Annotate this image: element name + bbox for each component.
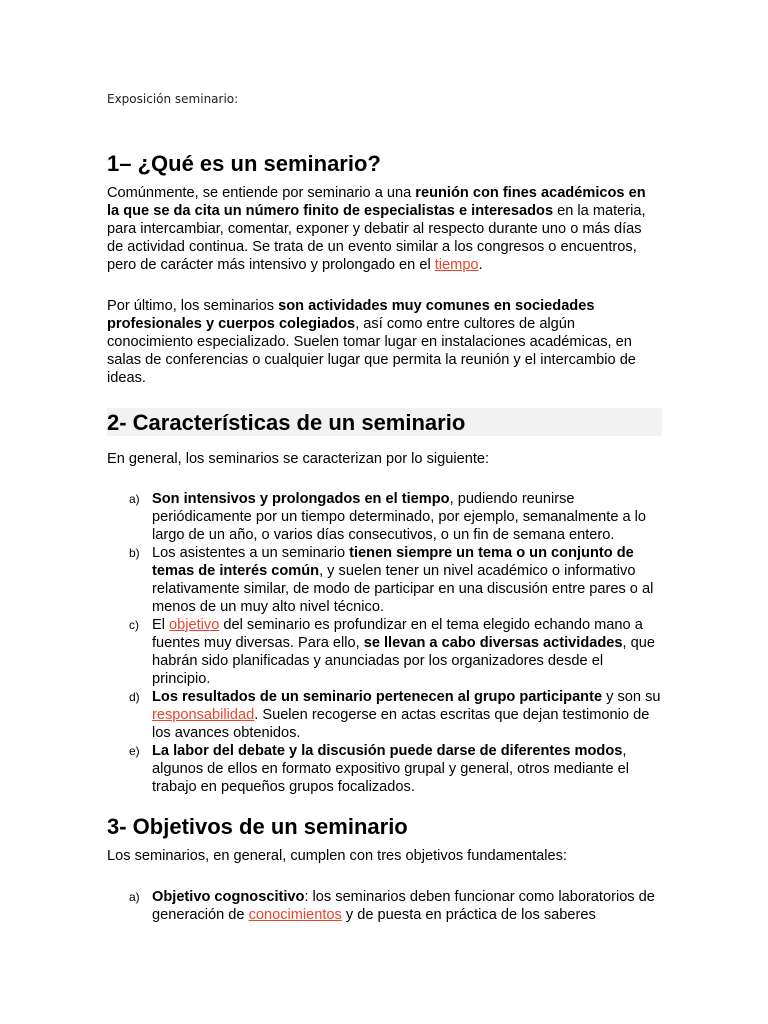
bold-text: Objetivo cognoscitivo (152, 889, 305, 905)
list-item (107, 544, 662, 616)
text: y de puesta en práctica de los saberes (341, 907, 596, 923)
bold-text: La labor del debate y la discusión puede darse de diferentes modos (152, 743, 623, 759)
section-3-intro: Los seminarios, en general, cumplen con tres objetivos fundamentales: (107, 848, 567, 864)
bold-text: tienen siempre un tema o un conjunto de temas de interés común (152, 545, 634, 579)
section-1-heading: 1– ¿Qué es un seminario? (107, 151, 381, 176)
section-1-paragraph-2 (107, 297, 660, 387)
text: Comúnmente, se entiende por seminario a una (107, 185, 416, 201)
list-item (107, 616, 662, 688)
characteristics-list (107, 490, 662, 796)
text: , así como entre cultores de algún conocimiento especializado. Suelen tomar lugar en instalaciones académicas, en salas de conferencias o cualquier lugar que permita la reunión y el intercambio de ideas. (107, 316, 636, 386)
list-item (107, 490, 662, 544)
bold-text: son actividades muy comunes en sociedades profesionales y cuerpos colegiados (107, 298, 595, 332)
objectives-list (107, 888, 662, 924)
section-2-intro: En general, los seminarios se caracterizan por lo siguiente: (107, 451, 490, 467)
text: en la materia, para intercambiar, comentar, exponer y debatir al respecto durante uno o más días de actividad continua. Se trata de un evento similar a los congresos o encuentros, pero de carácter más intensivo y prolongado en el (107, 203, 646, 273)
section-2-heading: 2- Características de un seminario (107, 410, 466, 435)
bold-text: reunión con fines académicos en la que se da cita un número finito de especialistas e interesados (107, 185, 646, 219)
list-marker: a) (129, 492, 140, 506)
bold-text: Los resultados de un seminario pertenecen al grupo participante (152, 689, 603, 705)
text: Los asistentes a un seminario (152, 545, 350, 561)
link-objetivo[interactable]: objetivo (169, 617, 220, 633)
list-item (107, 888, 662, 924)
text: . Suelen recogerse en actas escritas que dejan testimonio de los avances obtenidos. (152, 707, 650, 741)
list-item (107, 688, 662, 742)
list-marker: d) (129, 690, 140, 704)
link-tiempo[interactable]: tiempo (434, 257, 479, 273)
list-marker: e) (129, 744, 140, 758)
text: El (152, 617, 170, 633)
text: . (478, 257, 483, 273)
list-marker: b) (129, 546, 140, 560)
text: del seminario es profundizar en el tema elegido echando mano a fuentes muy diversas. Para ello, (152, 617, 643, 651)
bold-text: Son intensivos y prolongados en el tiempo (152, 491, 450, 507)
link-responsabilidad[interactable]: responsabilidad (152, 707, 255, 723)
text: y son su (602, 689, 661, 705)
text: , algunos de ellos en formato expositivo grupal y general, otros mediante el trabajo en pequeños grupos focalizados. (152, 743, 630, 795)
section-1-paragraph-1 (107, 184, 660, 274)
link-conocimientos[interactable]: conocimientos (248, 907, 342, 923)
text: Por último, los seminarios (107, 298, 279, 314)
list-marker: c) (129, 618, 139, 632)
section-3-heading: 3- Objetivos de un seminario (107, 814, 408, 839)
text: : los seminarios deben funcionar como laboratorios de generación de (152, 889, 655, 923)
document-pre-title: Exposición seminario: (107, 92, 239, 106)
bold-text: se llevan a cabo diversas actividades (363, 635, 623, 651)
list-marker: a) (129, 890, 140, 904)
list-item (107, 742, 662, 796)
text: , pudiendo reunirse periódicamente por un tiempo determinado, por ejemplo, semanalmente a lo largo de un año, o varios días consecutivos, o un fin de semana entero. (152, 491, 647, 543)
text: , y suelen tener un nivel académico o informativo relativamente similar, de modo de participar en una discusión entre pares o al menos de un muy alto nivel técnico. (152, 563, 654, 615)
text: , que habrán sido planificadas y anunciadas por los organizadores desde el principio. (152, 635, 655, 687)
